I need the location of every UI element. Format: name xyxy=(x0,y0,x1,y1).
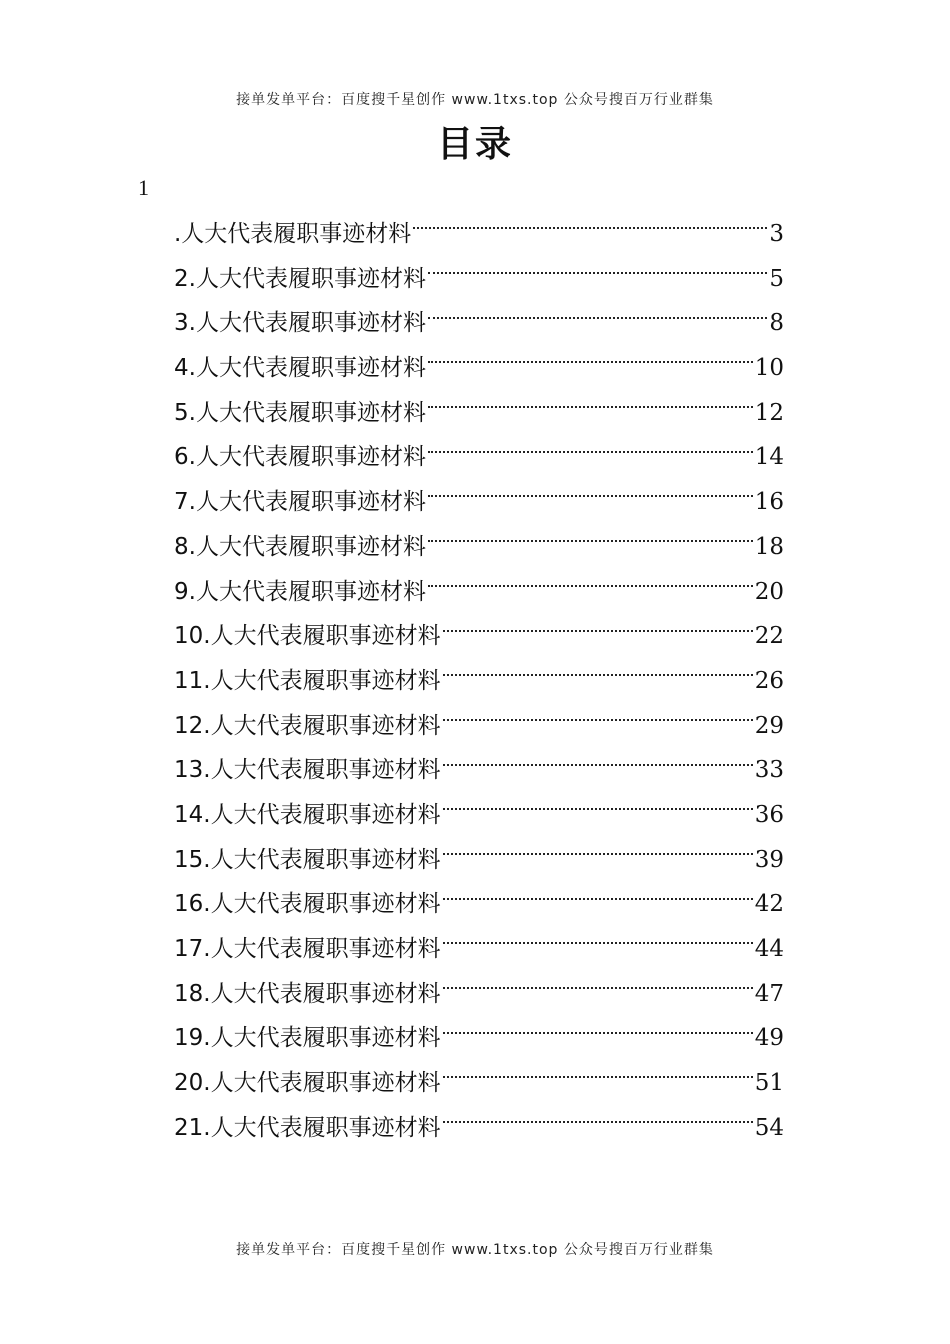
toc-entry-page: 20 xyxy=(754,578,784,605)
toc-entry-page: 14 xyxy=(754,444,784,471)
toc-entry[interactable] xyxy=(174,480,784,525)
toc-entry-page: 26 xyxy=(754,667,784,694)
toc-entry-label: 17.人大代表履职事迹材料 xyxy=(174,936,441,962)
toc-entry-label: .人大代表履职事迹材料 xyxy=(174,221,412,247)
toc-entry[interactable] xyxy=(174,525,784,570)
toc-entry-page: 44 xyxy=(754,936,784,962)
toc-entry-page: 54 xyxy=(754,1114,784,1141)
toc-entry-label: 8.人大代表履职事迹材料 xyxy=(174,533,426,560)
toc-entry-label: 14.人大代表履职事迹材料 xyxy=(174,801,441,828)
toc-leader xyxy=(443,808,753,810)
toc-leader xyxy=(428,451,753,453)
table-of-contents xyxy=(174,212,784,1150)
page-title: 目录 xyxy=(436,123,513,165)
toc-entry-page: 49 xyxy=(754,1025,784,1052)
toc-leader xyxy=(443,1121,753,1123)
toc-leader xyxy=(443,719,753,721)
toc-leader xyxy=(428,361,753,363)
toc-leader xyxy=(443,1032,753,1034)
toc-entry[interactable] xyxy=(174,659,784,704)
toc-entry-page: 33 xyxy=(754,757,784,784)
page-header: 接单发单平台：百度搜千星创作 www.1txs.top 公众号搜百万行业群集 xyxy=(236,92,714,108)
toc-entry-label: 21.人大代表履职事迹材料 xyxy=(174,1114,441,1141)
toc-entry[interactable] xyxy=(174,972,784,1017)
toc-entry-label: 10.人大代表履职事迹材料 xyxy=(174,623,441,650)
toc-entry-label: 15.人大代表履职事迹材料 xyxy=(174,846,441,873)
toc-entry-page: 18 xyxy=(754,533,784,560)
toc-entry[interactable] xyxy=(174,1061,784,1106)
toc-entry-label: 19.人大代表履职事迹材料 xyxy=(174,1025,441,1052)
toc-entry[interactable] xyxy=(174,793,784,838)
toc-entry-page: 5 xyxy=(769,265,784,292)
stray-number: 1 xyxy=(138,175,149,200)
toc-leader xyxy=(428,585,753,587)
toc-entry-label: 4.人大代表履职事迹材料 xyxy=(174,355,426,382)
toc-leader xyxy=(428,317,767,319)
toc-leader xyxy=(443,764,753,766)
toc-leader xyxy=(428,272,767,274)
toc-entry-label: 12.人大代表履职事迹材料 xyxy=(174,712,441,739)
toc-leader xyxy=(443,1076,753,1078)
toc-entry[interactable] xyxy=(174,1106,784,1151)
toc-entry[interactable] xyxy=(174,614,784,659)
toc-entry[interactable] xyxy=(174,435,784,480)
toc-entry[interactable] xyxy=(174,882,784,927)
toc-entry[interactable] xyxy=(174,570,784,615)
toc-entry-label: 18.人大代表履职事迹材料 xyxy=(174,980,441,1007)
toc-entry[interactable] xyxy=(174,1016,784,1061)
toc-entry-page: 8 xyxy=(769,310,784,337)
toc-entry[interactable] xyxy=(174,391,784,436)
toc-entry-page: 29 xyxy=(754,712,784,739)
toc-entry[interactable] xyxy=(174,212,784,257)
toc-entry-page: 10 xyxy=(754,355,784,382)
toc-entry-page: 22 xyxy=(754,623,784,650)
toc-entry[interactable] xyxy=(174,927,784,972)
toc-entry[interactable] xyxy=(174,257,784,302)
toc-entry[interactable] xyxy=(174,838,784,883)
toc-leader xyxy=(428,406,753,408)
toc-leader xyxy=(443,630,753,632)
toc-entry[interactable] xyxy=(174,704,784,749)
toc-entry-label: 7.人大代表履职事迹材料 xyxy=(174,489,426,516)
toc-entry-page: 39 xyxy=(754,846,784,873)
toc-leader xyxy=(443,853,753,855)
toc-leader xyxy=(443,674,753,676)
toc-entry-label: 16.人大代表履职事迹材料 xyxy=(174,891,441,918)
toc-entry-label: 20.人大代表履职事迹材料 xyxy=(174,1070,441,1097)
toc-entry-label: 9.人大代表履职事迹材料 xyxy=(174,578,426,605)
toc-entry-label: 6.人大代表履职事迹材料 xyxy=(174,444,426,471)
page-footer: 接单发单平台：百度搜千星创作 www.1txs.top 公众号搜百万行业群集 xyxy=(236,1242,714,1258)
toc-leader xyxy=(413,227,767,229)
toc-entry-page: 47 xyxy=(754,980,784,1007)
toc-entry-page: 51 xyxy=(754,1070,784,1097)
toc-entry-page: 3 xyxy=(769,221,784,247)
toc-entry[interactable] xyxy=(174,301,784,346)
toc-entry[interactable] xyxy=(174,346,784,391)
toc-entry-label: 3.人大代表履职事迹材料 xyxy=(174,310,426,337)
toc-entry-page: 36 xyxy=(754,801,784,828)
toc-leader xyxy=(443,898,753,900)
toc-entry-label: 13.人大代表履职事迹材料 xyxy=(174,757,441,784)
toc-entry-page: 12 xyxy=(754,399,784,426)
toc-leader xyxy=(428,495,753,497)
toc-leader xyxy=(428,540,753,542)
toc-entry-label: 5.人大代表履职事迹材料 xyxy=(174,399,426,426)
toc-entry-label: 11.人大代表履职事迹材料 xyxy=(174,667,441,694)
toc-entry[interactable] xyxy=(174,748,784,793)
toc-entry-label: 2.人大代表履职事迹材料 xyxy=(174,265,426,292)
toc-entry-page: 16 xyxy=(754,489,784,516)
toc-leader xyxy=(443,942,753,944)
toc-leader xyxy=(443,987,753,989)
toc-entry-page: 42 xyxy=(754,891,784,918)
